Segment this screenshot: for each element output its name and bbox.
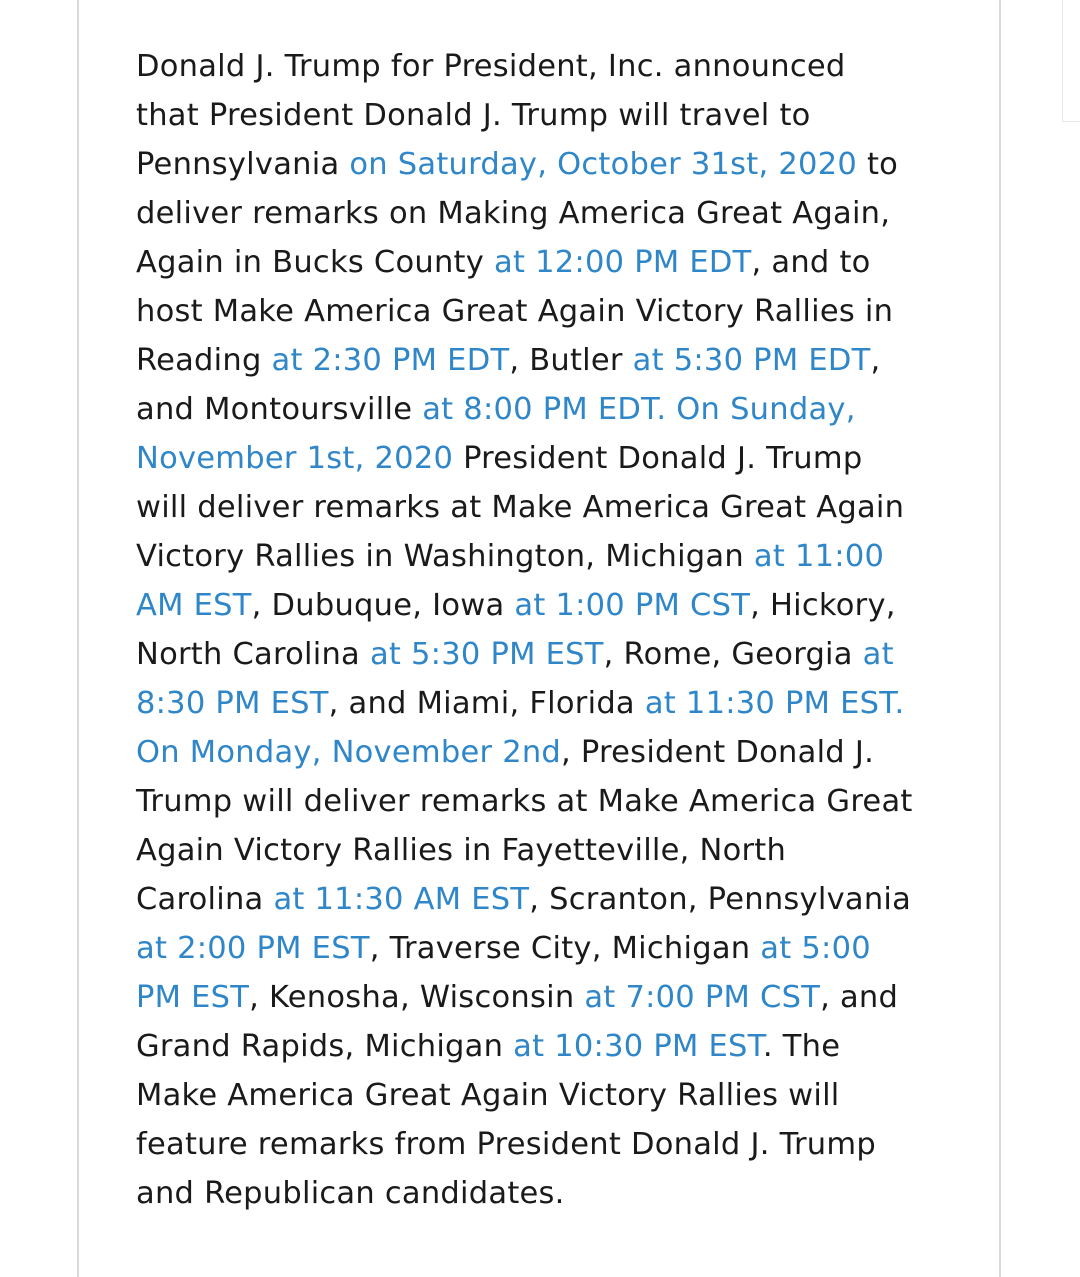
date-time-link[interactable]: at 2:00 PM EST xyxy=(136,931,370,966)
body-text-segment: , President Donald J. xyxy=(561,735,875,770)
date-time-link[interactable]: at 12:00 PM EDT xyxy=(494,245,752,280)
date-time-link[interactable]: at 5:30 PM EDT xyxy=(632,343,871,378)
text-line xyxy=(136,91,966,140)
body-text-segment: . The xyxy=(762,1029,841,1064)
body-text-segment: , and Miami, Florida xyxy=(328,686,645,721)
text-line xyxy=(136,1120,966,1169)
body-text-segment: will deliver remarks at Make America Great Again xyxy=(136,490,905,525)
date-time-link[interactable]: at 5:00 xyxy=(760,931,871,966)
body-text-segment: deliver remarks on Making America Great Again, xyxy=(136,196,891,231)
date-time-link[interactable]: at 11:30 PM EST. xyxy=(644,686,905,721)
text-line xyxy=(136,1022,966,1071)
body-text-segment: Trump will deliver remarks at Make America Great xyxy=(136,784,913,819)
text-line xyxy=(136,826,966,875)
date-time-link[interactable]: On Monday, November 2nd xyxy=(136,735,562,770)
date-time-link[interactable]: on Saturday, October 31st, 2020 xyxy=(349,147,858,182)
date-time-link[interactable]: at xyxy=(862,637,894,672)
body-text-segment: Carolina xyxy=(136,882,274,917)
text-line xyxy=(136,189,966,238)
body-text-segment: , Kenosha, Wisconsin xyxy=(249,980,585,1015)
text-line xyxy=(136,42,966,91)
body-text-segment: , Hickory, xyxy=(750,588,896,623)
scroll-edge xyxy=(1062,0,1080,122)
body-text-segment: North Carolina xyxy=(136,637,370,672)
date-time-link[interactable]: 8:30 PM EST xyxy=(136,686,329,721)
text-line xyxy=(136,483,966,532)
text-line xyxy=(136,973,966,1022)
date-time-link[interactable]: at 8:00 PM EDT. On Sunday, xyxy=(422,392,856,427)
body-text-segment: Again in Bucks County xyxy=(136,245,495,280)
date-time-link[interactable]: at 2:30 PM EDT xyxy=(271,343,510,378)
text-line xyxy=(136,140,966,189)
text-line xyxy=(136,532,966,581)
email-paragraph xyxy=(136,42,966,1218)
body-text-segment: Pennsylvania xyxy=(136,147,350,182)
body-text-segment: host Make America Great Again Victory Rallies in xyxy=(136,294,894,329)
body-text-segment: feature remarks from President Donald J. Trump xyxy=(136,1127,876,1162)
text-line xyxy=(136,924,966,973)
text-line xyxy=(136,336,966,385)
body-text-segment: , and xyxy=(820,980,899,1015)
date-time-link[interactable]: at 7:00 PM CST xyxy=(584,980,821,1015)
body-text-segment: that President Donald J. Trump will travel to xyxy=(136,98,811,133)
text-line xyxy=(136,728,966,777)
text-line xyxy=(136,1071,966,1120)
text-line xyxy=(136,1169,966,1218)
body-text-segment: Make America Great Again Victory Rallies will xyxy=(136,1078,840,1113)
body-text-segment: and Montoursville xyxy=(136,392,423,427)
body-text-segment: and Republican candidates. xyxy=(136,1176,565,1211)
body-text-segment: , Butler xyxy=(509,343,633,378)
date-time-link[interactable]: at 5:30 PM EST xyxy=(369,637,604,672)
body-text-segment: , xyxy=(870,343,881,378)
body-text-segment: Victory Rallies in Washington, Michigan xyxy=(136,539,754,574)
text-line xyxy=(136,434,966,483)
body-text-segment: Grand Rapids, Michigan xyxy=(136,1029,514,1064)
text-line xyxy=(136,385,966,434)
body-text-segment: , Dubuque, Iowa xyxy=(251,588,515,623)
text-line xyxy=(136,875,966,924)
body-text-segment: , and to xyxy=(751,245,871,280)
body-text-segment: , Traverse City, Michigan xyxy=(369,931,761,966)
body-text-segment: Donald J. Trump for President, Inc. announced xyxy=(136,49,846,84)
date-time-link[interactable]: PM EST xyxy=(136,980,250,1015)
date-time-link[interactable]: at 11:30 AM EST xyxy=(273,882,530,917)
body-text-segment: Reading xyxy=(136,343,272,378)
body-text-segment: President Donald J. Trump xyxy=(453,441,863,476)
text-line xyxy=(136,679,966,728)
body-text-segment: Again Victory Rallies in Fayetteville, North xyxy=(136,833,787,868)
body-text-segment: , Rome, Georgia xyxy=(603,637,863,672)
date-time-link[interactable]: at 10:30 PM EST xyxy=(513,1029,763,1064)
text-line xyxy=(136,581,966,630)
body-text-segment: to xyxy=(857,147,899,182)
text-line xyxy=(136,287,966,336)
text-line xyxy=(136,238,966,287)
text-line xyxy=(136,777,966,826)
date-time-link[interactable]: at 1:00 PM CST xyxy=(514,588,751,623)
date-time-link[interactable]: at 11:00 xyxy=(753,539,885,574)
body-text-segment: , Scranton, Pennsylvania xyxy=(529,882,912,917)
text-line xyxy=(136,630,966,679)
date-time-link[interactable]: AM EST xyxy=(136,588,252,623)
date-time-link[interactable]: November 1st, 2020 xyxy=(136,441,454,476)
